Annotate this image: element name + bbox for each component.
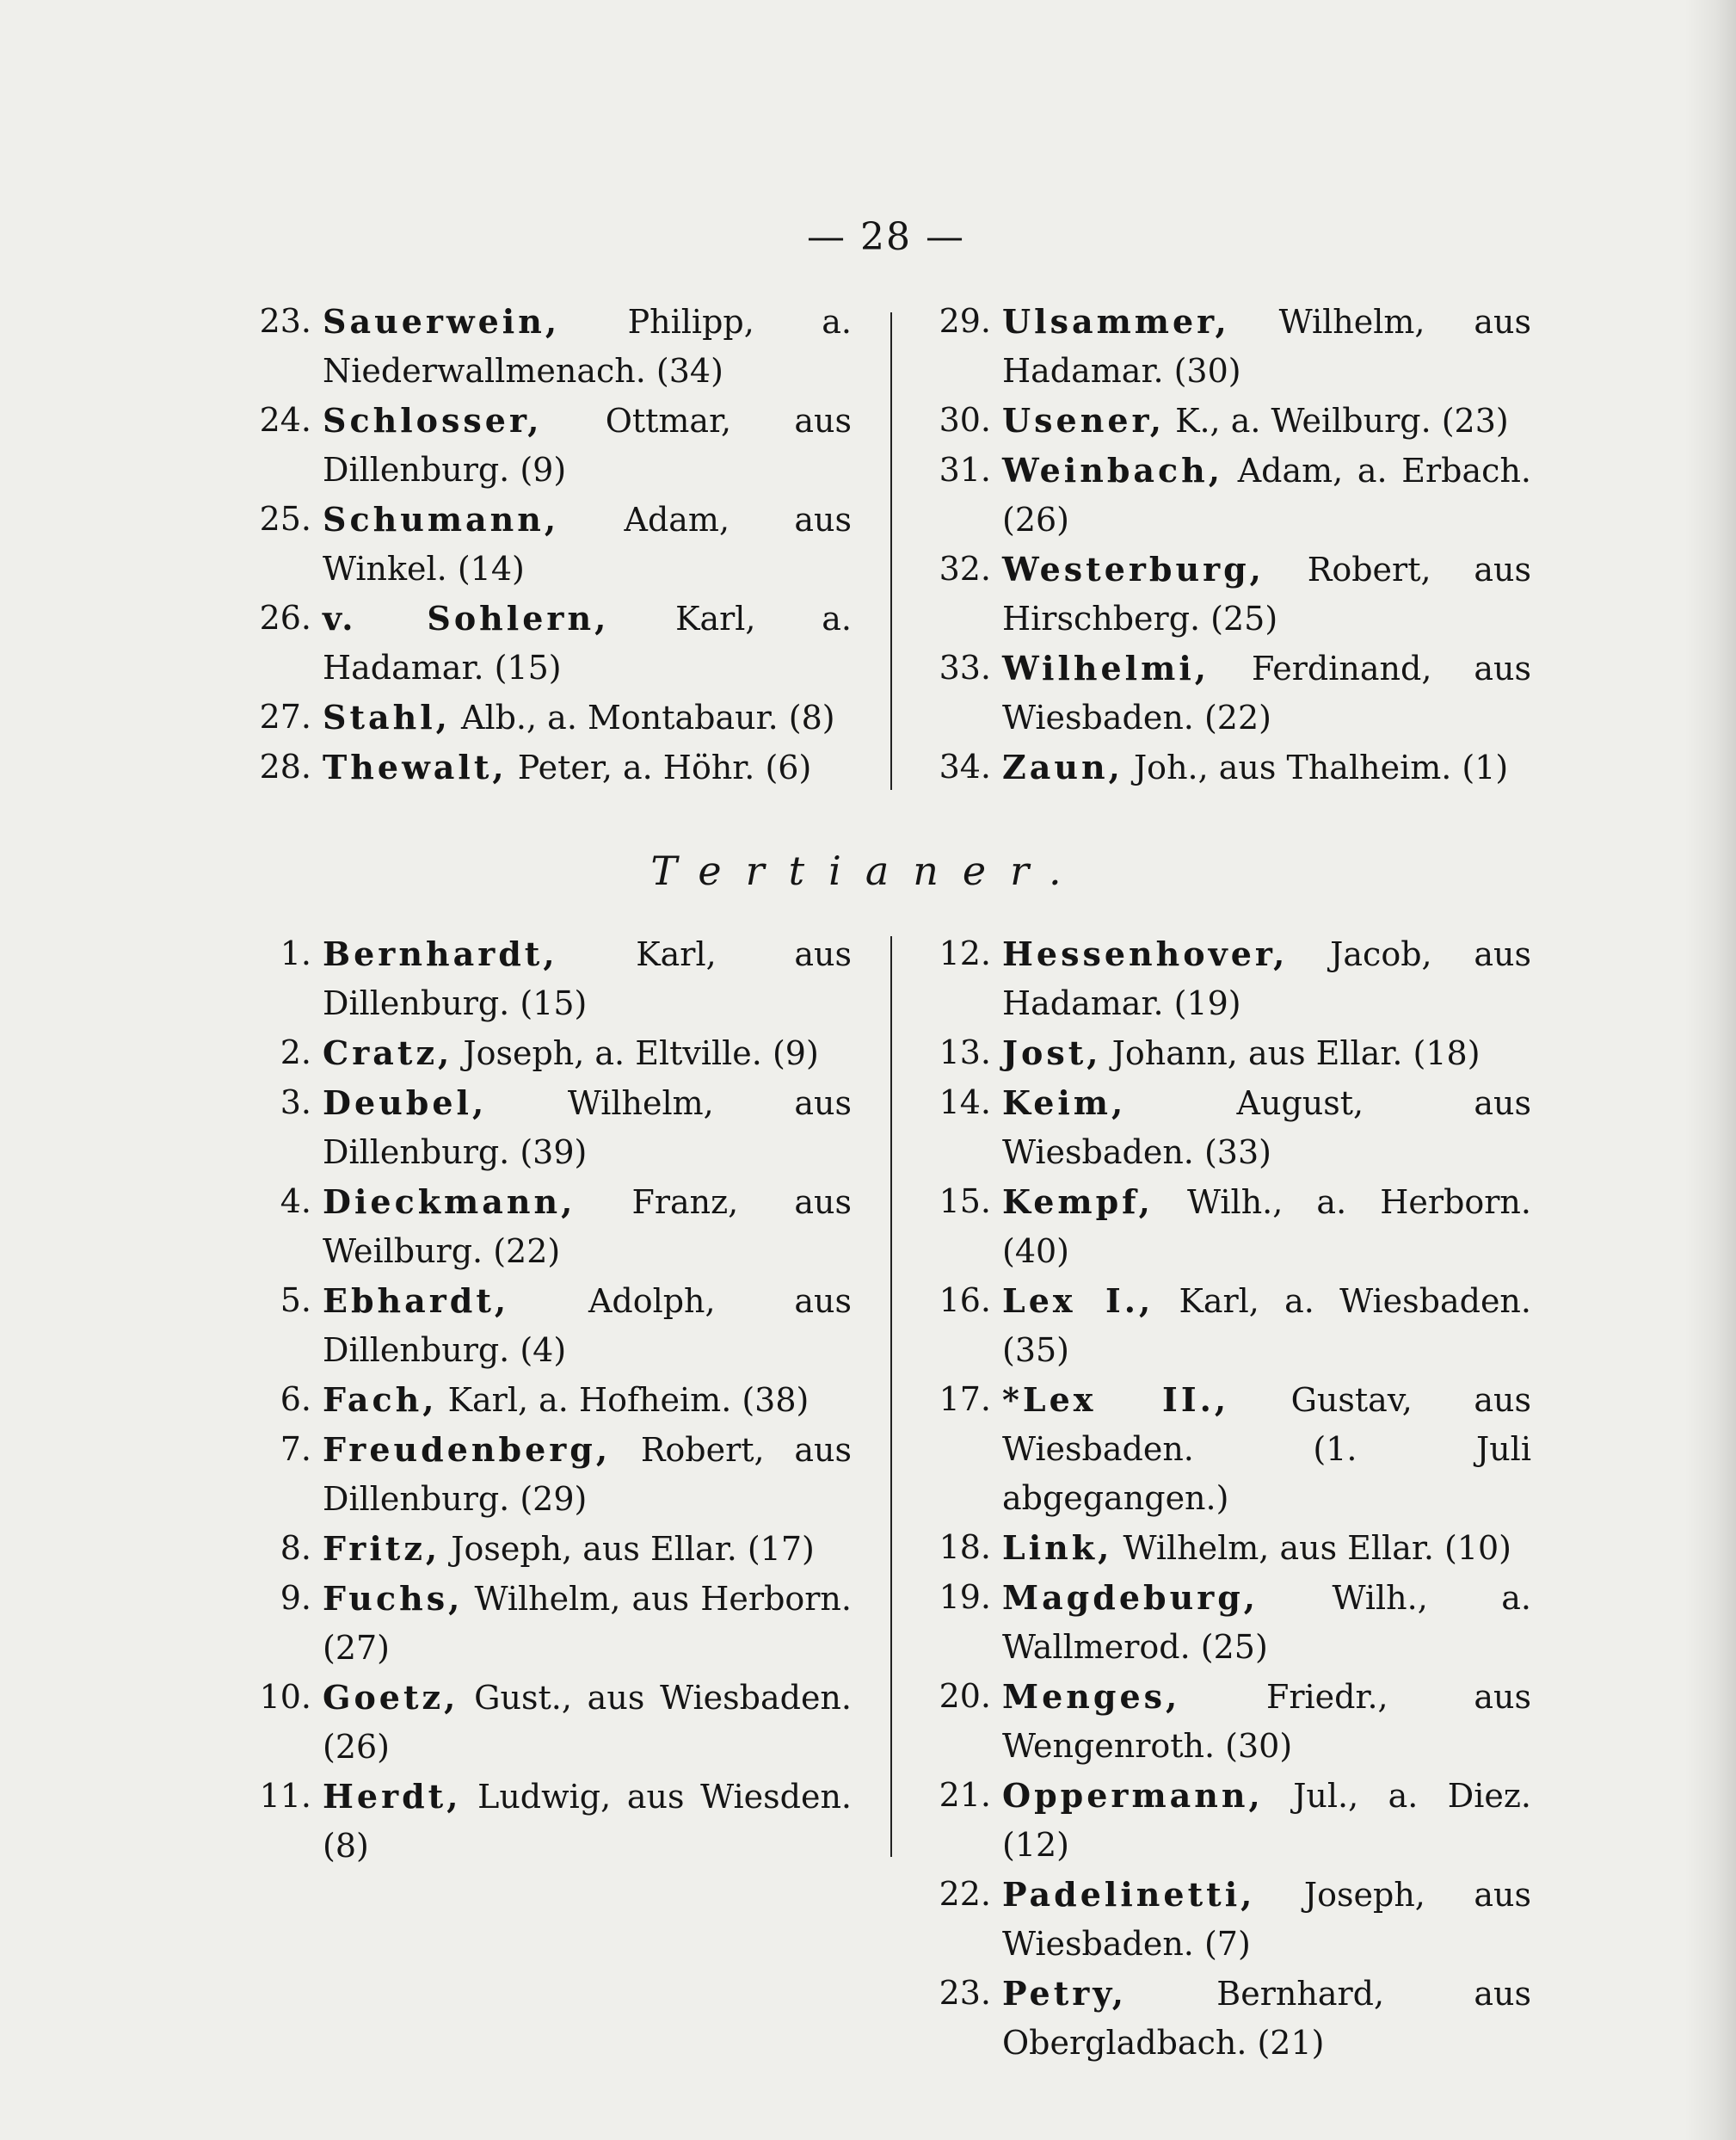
entry-number: 14.: [939, 1083, 991, 1121]
entry-details: Adam, aus Winkel. (14): [323, 501, 852, 588]
entry-details: Friedr., aus Wengenroth. (30): [1002, 1678, 1531, 1765]
entry-surname: Herdt,: [323, 1777, 462, 1816]
entry-number: 1.: [280, 934, 311, 972]
entry-details: Adam, a. Erbach. (26): [1002, 452, 1531, 539]
entry-number: 33.: [939, 649, 991, 687]
entry-details: Robert, aus Dillenburg. (29): [323, 1431, 852, 1518]
list-item: [929, 1523, 1531, 1573]
entry-surname: Dieckmann,: [323, 1182, 576, 1221]
entry-surname: Wilhelmi,: [1002, 649, 1210, 688]
entry-surname: Zaun,: [1002, 748, 1123, 786]
entry-number: 27.: [259, 698, 311, 736]
entry-surname: *Lex II.,: [1002, 1380, 1230, 1419]
column-divider: [890, 936, 892, 1857]
entry-number: 4.: [280, 1182, 311, 1220]
list-item: [929, 1375, 1531, 1523]
bottom-right-column: [929, 929, 1531, 2068]
list-item: [249, 1772, 852, 1871]
list-item: [249, 693, 852, 743]
entry-number: 11.: [259, 1777, 311, 1815]
list-item: [249, 297, 852, 396]
list-item: [929, 297, 1531, 396]
entry-number: 6.: [280, 1380, 311, 1418]
list-item: [249, 1524, 852, 1574]
entry-number: 23.: [259, 302, 311, 340]
list-item: [929, 1771, 1531, 1870]
top-right-column: [929, 297, 1531, 792]
list-item: [929, 396, 1531, 446]
list-item: [249, 1028, 852, 1078]
entry-surname: v. Sohlern,: [323, 599, 610, 638]
entry-details: Joseph, aus Ellar. (17): [451, 1530, 815, 1568]
entry-number: 31.: [939, 451, 991, 489]
list-item: [249, 743, 852, 792]
entry-surname: Westerburg,: [1002, 550, 1265, 589]
entry-number: 25.: [259, 500, 311, 538]
list-item: [249, 1276, 852, 1375]
entry-surname: Schlosser,: [323, 401, 543, 440]
list-item: [929, 743, 1531, 792]
entry-details: August, aus Wiesbaden. (33): [1002, 1084, 1531, 1171]
list-item: [249, 929, 852, 1028]
entry-surname: Petry,: [1002, 1974, 1127, 2013]
entry-number: 10.: [259, 1678, 311, 1716]
entry-details: Joseph, aus Wiesbaden. (7): [1002, 1876, 1531, 1963]
list-item: [249, 1673, 852, 1772]
list-item: [249, 396, 852, 495]
list-item: [929, 1276, 1531, 1375]
entry-number: 21.: [939, 1776, 991, 1814]
entry-details: Johann, aus Ellar. (18): [1111, 1034, 1481, 1072]
entry-details: Gustav, aus Wiesbaden. (1. Juli abgegangen.): [1002, 1381, 1531, 1517]
entry-details: Philipp, a. Niederwallmenach. (34): [323, 303, 852, 390]
section-heading: Tertianer.: [650, 848, 1086, 894]
entry-surname: Padelinetti,: [1002, 1875, 1256, 1914]
entry-surname: Hessenhover,: [1002, 934, 1289, 973]
entry-number: 34.: [939, 748, 991, 786]
entry-details: Joseph, a. Eltville. (9): [463, 1034, 819, 1072]
list-item: [929, 1969, 1531, 2068]
entry-number: 9.: [280, 1579, 311, 1617]
entry-number: 18.: [939, 1528, 991, 1566]
entry-surname: Fach,: [323, 1380, 438, 1419]
entry-surname: Kempf,: [1002, 1182, 1154, 1221]
list-item: [929, 446, 1531, 545]
entry-number: 32.: [939, 550, 991, 588]
entry-surname: Freudenberg,: [323, 1430, 612, 1469]
entry-details: Wilh., a. Herborn. (40): [1002, 1183, 1531, 1270]
entry-number: 29.: [939, 302, 991, 340]
entry-surname: Link,: [1002, 1528, 1113, 1567]
entry-number: 28.: [259, 748, 311, 786]
entry-surname: Keim,: [1002, 1083, 1127, 1122]
entry-surname: Ulsammer,: [1002, 302, 1230, 341]
list-item: [929, 1573, 1531, 1672]
entry-details: Bernhard, aus Obergladbach. (21): [1002, 1975, 1531, 2062]
bottom-left-column: [249, 929, 852, 1871]
entry-surname: Oppermann,: [1002, 1776, 1264, 1815]
entry-surname: Stahl,: [323, 698, 451, 737]
entry-details: Wilhelm, aus Ellar. (10): [1123, 1529, 1512, 1567]
entry-surname: Deubel,: [323, 1083, 488, 1122]
list-item: [249, 1425, 852, 1524]
entry-number: 2.: [280, 1033, 311, 1071]
entry-details: Wilhelm, aus Dillenburg. (39): [323, 1084, 852, 1171]
entry-number: 22.: [939, 1875, 991, 1913]
entry-number: 19.: [939, 1578, 991, 1616]
entry-number: 8.: [280, 1529, 311, 1567]
entry-details: Robert, aus Hirschberg. (25): [1002, 551, 1531, 638]
entry-details: Karl, a. Wiesbaden. (35): [1002, 1282, 1531, 1369]
entry-details: Peter, a. Höhr. (6): [517, 749, 812, 786]
entry-surname: Fritz,: [323, 1529, 441, 1568]
entry-number: 30.: [939, 401, 991, 439]
entry-surname: Magdeburg,: [1002, 1578, 1259, 1617]
entry-details: Karl, a. Hadamar. (15): [323, 600, 852, 687]
entry-surname: Schumann,: [323, 500, 560, 539]
entry-number: 23.: [939, 1974, 991, 2012]
entry-number: 7.: [280, 1430, 311, 1468]
entry-details: Wilh., a. Wallmerod. (25): [1002, 1579, 1531, 1666]
entry-details: Alb., a. Montabaur. (8): [461, 699, 835, 737]
entry-details: Karl, aus Dillenburg. (15): [323, 935, 852, 1022]
entry-details: Wilhelm, aus Herborn. (27): [323, 1580, 852, 1667]
entry-details: K., a. Weilburg. (23): [1175, 402, 1509, 440]
entry-surname: Goetz,: [323, 1678, 459, 1717]
top-left-column: [249, 297, 852, 792]
list-item: [929, 1672, 1531, 1771]
entry-surname: Sauerwein,: [323, 302, 561, 341]
list-item: [929, 929, 1531, 1028]
entry-surname: Weinbach,: [1002, 451, 1224, 490]
entry-number: 20.: [939, 1677, 991, 1715]
entry-number: 5.: [280, 1281, 311, 1319]
entry-number: 3.: [280, 1083, 311, 1121]
list-item: [249, 1574, 852, 1673]
entry-surname: Cratz,: [323, 1033, 453, 1072]
list-item: [929, 545, 1531, 644]
entry-surname: Usener,: [1002, 401, 1165, 440]
entry-surname: Fuchs,: [323, 1579, 464, 1618]
entry-surname: Menges,: [1002, 1677, 1181, 1716]
list-item: [249, 594, 852, 693]
entry-number: 12.: [939, 934, 991, 972]
list-item: [929, 1028, 1531, 1078]
entry-details: Franz, aus Weilburg. (22): [323, 1183, 852, 1270]
entry-surname: Jost,: [1002, 1033, 1102, 1072]
page-number: — 28 —: [807, 215, 965, 259]
entry-number: 17.: [939, 1380, 991, 1418]
list-item: [249, 1177, 852, 1276]
entry-surname: Lex I.,: [1002, 1281, 1154, 1320]
list-item: [249, 1375, 852, 1425]
list-item: [929, 1177, 1531, 1276]
entry-details: Karl, a. Hofheim. (38): [447, 1381, 810, 1419]
entry-surname: Ebhardt,: [323, 1281, 510, 1320]
entry-number: 26.: [259, 599, 311, 637]
entry-number: 24.: [259, 401, 311, 439]
entry-details: Gust., aus Wiesbaden. (26): [323, 1679, 852, 1766]
entry-details: Adolph, aus Dillenburg. (4): [323, 1282, 852, 1369]
entry-number: 16.: [939, 1281, 991, 1319]
entry-number: 15.: [939, 1182, 991, 1220]
entry-details: Ottmar, aus Dillenburg. (9): [323, 402, 852, 489]
page-edge-shadow: [1684, 0, 1736, 2140]
list-item: [929, 644, 1531, 743]
entry-details: Jacob, aus Hadamar. (19): [1002, 935, 1531, 1022]
column-divider: [890, 312, 892, 790]
list-item: [929, 1870, 1531, 1969]
entry-number: 13.: [939, 1033, 991, 1071]
entry-details: Ferdinand, aus Wiesbaden. (22): [1002, 650, 1531, 737]
entry-details: Joh., aus Thalheim. (1): [1133, 749, 1509, 786]
entry-surname: Bernhardt,: [323, 934, 558, 973]
list-item: [249, 1078, 852, 1177]
list-item: [249, 495, 852, 594]
entry-surname: Thewalt,: [323, 748, 508, 786]
entry-details: Wilhelm, aus Hadamar. (30): [1002, 303, 1531, 390]
entry-details: Ludwig, aus Wiesden. (8): [323, 1778, 852, 1865]
entry-details: Jul., a. Diez. (12): [1002, 1777, 1531, 1864]
list-item: [929, 1078, 1531, 1177]
